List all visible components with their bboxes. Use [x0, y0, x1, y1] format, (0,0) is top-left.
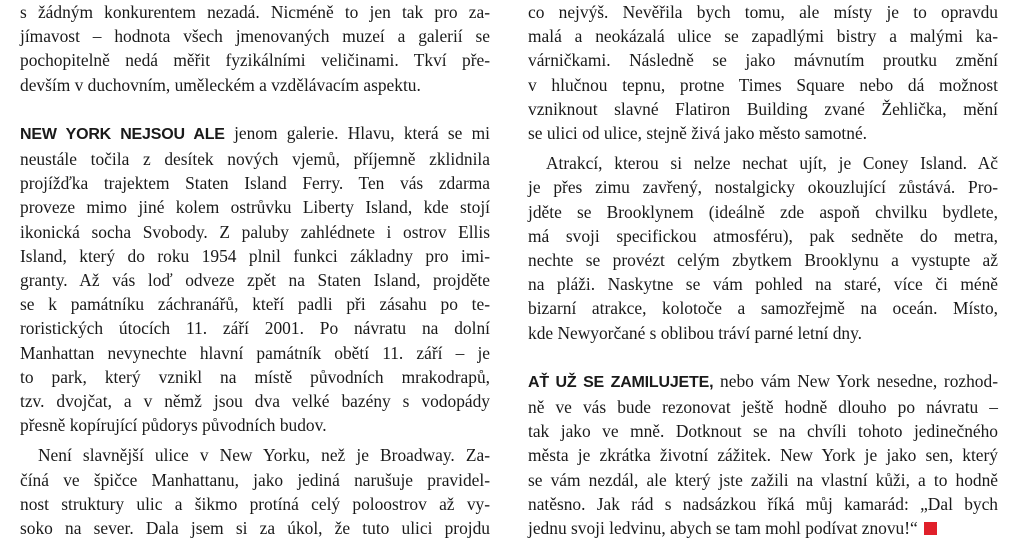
paragraph-broadway	[20, 443, 490, 540]
text-line-content: jenom galerie. Hlavu, která se mi	[234, 122, 490, 143]
text-line: to park, který vznikl na místě původních mrakodrapů,	[20, 366, 490, 387]
text-line: pochopitelně nedá měřit fyzikálními veličinami. Tkví pře-	[20, 50, 490, 71]
text-line: soko na sever. Dala jsem si za úkol, že tuto ulici projdu	[20, 518, 490, 539]
text-line: malá a neokázalá ulice se zapadlými bistry a malými ka-	[528, 26, 998, 47]
text-line: města je zkrátka životní zážitek. New York je jako sen, který	[528, 445, 998, 466]
text-line: přesně kopírující půdorys původních budov.	[20, 415, 327, 436]
text-line: Island, který do roku 1954 plnil funkci základny pro imi-	[20, 245, 490, 266]
text-line: devším v duchovním, uměleckém a vzdělávacím aspektu.	[20, 74, 421, 95]
right-column	[528, 0, 998, 540]
text-line: Není slavnější ulice v New Yorku, než je Broadway. Za-	[38, 445, 490, 466]
text-line-content: nebo vám New York nesedne, rozhod-	[720, 370, 998, 391]
text-line: co nejvýš. Nevěřila bych tomu, ale místy je to opravdu	[528, 2, 998, 22]
text-line: proveze mimo jiné kolem ostrůvku Liberty Island, kde stojí	[20, 197, 490, 218]
text-line: má svoji specifickou atmosféru), pak sedněte do metra,	[528, 225, 998, 246]
text-line: jímavost – hodnota všech jmenovaných muzeí a galerií se	[20, 26, 490, 47]
text-line: se ulici od ulice, stejně živá jako město samotné.	[528, 123, 868, 144]
text-line: ikonická socha Svobody. Z paluby zahlédnete i ostrov Ellis	[20, 221, 490, 242]
text-line: na pláži. Naskytne se vám pohled na staré, více či méně	[528, 274, 998, 295]
text-line: s žádným konkurentem nezadá. Nicméně to jen tak pro za-	[20, 2, 490, 22]
text-line-content: jednu svoji ledvinu, abych se tam mohl podívat znovu!“	[528, 518, 918, 539]
text-line	[20, 121, 490, 147]
text-line: je přes zimu zavřený, nostalgicky okouzlující zůstává. Pro-	[528, 177, 998, 198]
text-line: se k památníku záchranářů, kteří padli při zásahu po te-	[20, 294, 490, 315]
text-line: tak jako ve mně. Dotknout se na chvíli tohoto jedinečného	[528, 421, 998, 442]
paragraph-ferry	[20, 121, 490, 438]
text-line: bizarní atrakce, kolotoče a samozřejmě na oceán. Místo,	[528, 298, 998, 319]
text-line	[528, 516, 998, 540]
paragraph-conclusion	[528, 369, 998, 540]
left-column	[20, 0, 490, 540]
end-of-article-square-icon	[924, 522, 937, 535]
paragraph-broadway-continued	[528, 0, 998, 145]
text-line: projížďka trajektem Staten Island Ferry. Ten vás zdarma	[20, 173, 490, 194]
paragraph-gap	[20, 97, 490, 121]
text-line: nechte se provézt celým zbytkem Brooklynu a vystupte až	[528, 250, 998, 271]
paragraph-coney-island	[528, 151, 998, 345]
text-line: várničkami. Následně se jako mávnutím proutku změní	[528, 50, 998, 71]
text-line: Atrakcí, kterou si nelze nechat ujít, je Coney Island. Ač	[546, 153, 998, 174]
text-line: kde Newyorčané s oblibou tráví parné letní dny.	[528, 322, 863, 343]
section-lead-in: NEW YORK NEJSOU ALE	[20, 125, 225, 143]
text-line: neustále točila z desítek nových vjemů, příjemně zklidnila	[20, 149, 490, 170]
paragraph-museums	[20, 0, 490, 97]
text-line: Manhattan nevynechte hlavní památník obětí 11. září – je	[20, 342, 490, 363]
text-line: ně ve vás bude rezonovat ještě hodně dlouho po návratu –	[528, 397, 998, 418]
section-lead-in: AŤ UŽ SE ZAMILUJETE,	[528, 373, 714, 391]
text-line: vzniknout slavné Flatiron Building zvané Žehlička, mění	[528, 98, 998, 119]
text-line	[528, 369, 998, 395]
text-line: roristických útocích 11. září 2001. Po návratu na dolní	[20, 318, 490, 339]
text-line: granty. Až vás loď odveze zpět na Staten Island, projděte	[20, 270, 490, 291]
text-line: číná ve špičce Manhattanu, jako jediná narušuje pravidel-	[20, 469, 490, 490]
text-line: tzv. dvojčat, a v němž jsou dva velké bazény s vodopády	[20, 391, 490, 412]
text-line: natěsno. Jak rád s nadsázkou říká můj kamarád: „Dal bych	[528, 493, 998, 514]
text-line: v hlučnou tepnu, protne Times Square nebo dá možnost	[528, 74, 998, 95]
text-line: jděte se Brooklynem (ideálně zde aspoň chvilku bydlete,	[528, 201, 998, 222]
text-line: nost struktury ulic a šikmo protíná celý poloostrov až vy-	[20, 493, 490, 514]
text-line: se vám nezdál, ale který jste zažili na vlastní kůži, a to hodně	[528, 469, 998, 490]
paragraph-gap	[528, 345, 998, 369]
